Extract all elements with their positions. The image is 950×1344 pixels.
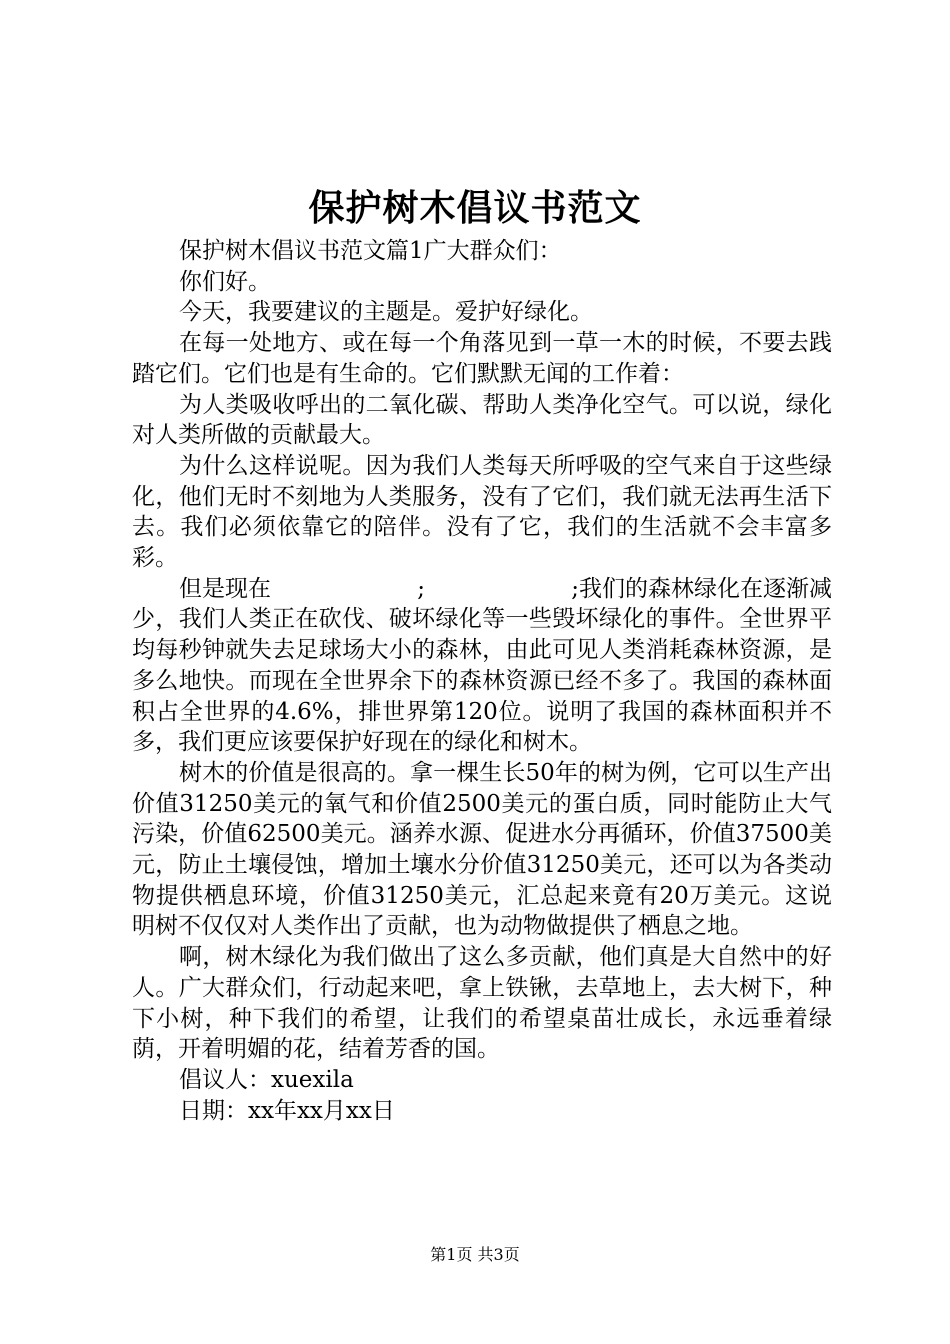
page-number-footer: 第1页 共3页 (430, 1245, 520, 1264)
paragraph-proposer: 倡议人：xuexila (179, 1066, 354, 1093)
paragraph-call-to-action: 啊，树木绿化为我们做出了这么多贡献，他们真是大自然中的好人。广大群众们，行动起来吧，拿上铁锹，去草地上，去大树下，种下小树，种下我们的希望，让我们的希望桌苗壮成长，永远垂着绿荫，开着明媚的花，结着芳香的国。 (132, 944, 832, 1063)
paragraph-forest-decline: 但是现在 ; ;我们的森林绿化在逐渐减少，我们人类正在砍伐、破坏绿化等一些毁坏绿化的事件。全世界平均每秒钟就失去足球场大小的森林，由此可见人类消耗森林资源，是多么地快。而现在全世界余下的森林资源已经不多了。我国的森林面积占全世界的4.6%，排世界第120位。说明了我国的森林面积并不多，我们更应该要保护好现在的绿化和树木。 (132, 575, 832, 756)
paragraph-date: 日期：xx年xx月xx日 (179, 1097, 395, 1124)
paragraph-purify-air: 为人类吸收呼出的二氧化碳、帮助人类净化空气。可以说，绿化对人类所做的贡献最大。 (132, 391, 832, 449)
document-title: 保护树木倡议书范文 (308, 187, 642, 229)
paragraph-greeting: 保护树木倡议书范文篇1广大群众们： (179, 238, 562, 264)
paragraph-hello: 你们好。 (179, 268, 271, 295)
paragraph-dont-trample: 在每一处地方、或在每一个角落见到一草一木的时候，不要去践踏它们。它们也是有生命的。它们默默无闻的工作着： (132, 330, 832, 387)
paragraph-why: 为什么这样说呢。因为我们人类每天所呼吸的空气来自于这些绿化，他们无时不刻地为人类服务，没有了它们，我们就无法再生活下去。我们必须依靠它的陪伴。没有了它，我们的生活就不会丰富多彩。 (132, 452, 832, 572)
paragraph-topic: 今天，我要建议的主题是。爱护好绿化。 (179, 299, 593, 326)
document-body (132, 236, 832, 1126)
paragraph-tree-value: 树木的价值是很高的。拿一棵生长50年的树为例，它可以生产出价值31250美元的氧气和价值2500美元的蛋白质，同时能防止大气污染，价值62500美元。涵养水源、促进水分再循环，价值37500美元，防止土壤侵蚀，增加土壤水分价值31250美元，还可以为各类动物提供栖息环境，价值31250美元，汇总起来竟有20万美元。这说明树不仅仅对人类作出了贡献，也为动物做提供了栖息之地。 (132, 759, 832, 940)
